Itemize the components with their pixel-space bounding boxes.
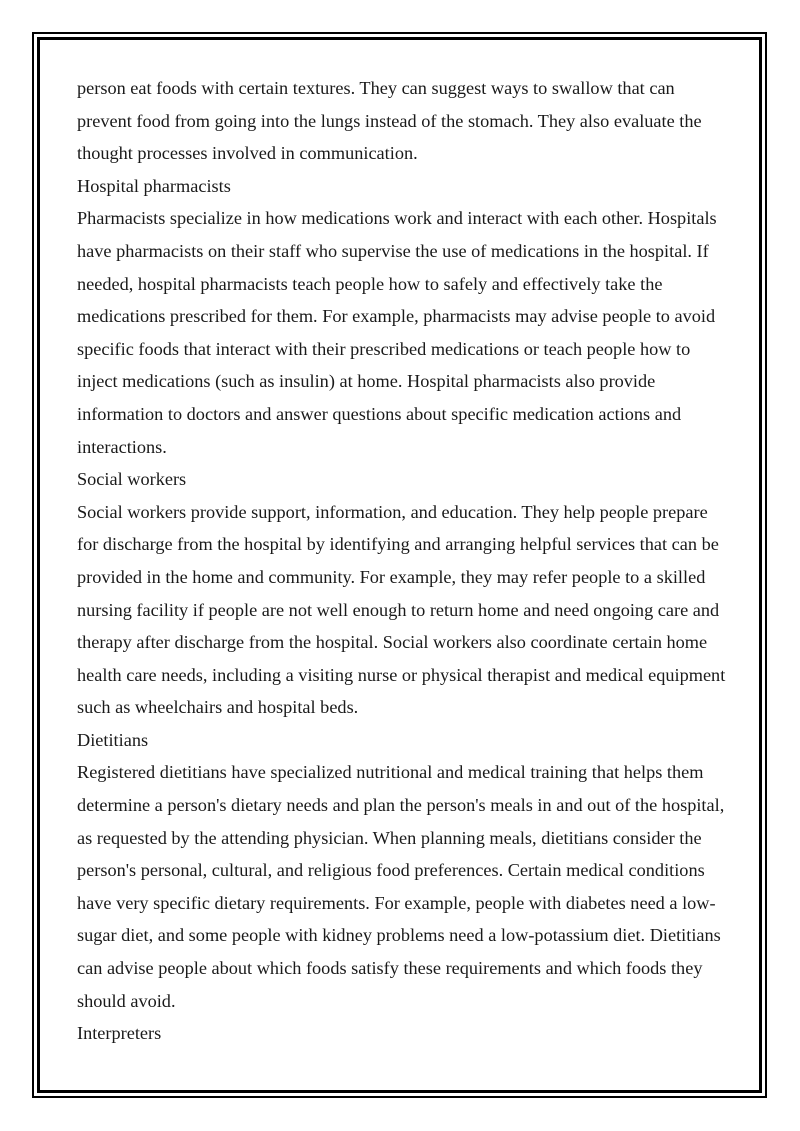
paragraph-hospital-pharmacists: Pharmacists specialize in how medications work and interact with each other. Hospitals have pharmacists on their staff who supervise the use of medications in the hospital. If needed, hospital pharmacists teach people how to safely and effectively take the medications prescribed for them. For example, pharmacists may advise people to avoid specific foods that interact with their prescribed medications or teach people how to inject medications (such as insulin) at home. Hospital pharmacists also provide information to doctors and answer questions about specific medication actions and interactions. (77, 208, 717, 457)
paragraph-continuation: person eat foods with certain textures. They can suggest ways to swallow that can prevent food from going into the lungs instead of the stomach. They also evaluate the thought processes involved in communication. (77, 78, 702, 164)
section-heading-hospital-pharmacists: Hospital pharmacists (77, 175, 231, 196)
document-body (77, 72, 732, 1050)
section-heading-social-workers: Social workers (77, 469, 187, 490)
paragraph-social-workers: Social workers provide support, information, and education. They help people prepare for discharge from the hospital by identifying and arranging helpful services that can be provided in the home and community. For example, they may refer people to a skilled nursing facility if people are not well enough to return home and need ongoing care and therapy after discharge from the hospital. Social workers also coordinate certain home health care needs, including a visiting nurse or physical therapist and medical equipment such as wheelchairs and hospital beds. (77, 501, 726, 718)
paragraph-dietitians: Registered dietitians have specialized nutritional and medical training that helps them determine a person's dietary needs and plan the person's meals in and out of the hospital, as requested by the attending physician. When planning meals, dietitians consider the person's personal, cultural, and religious food preferences. Certain medical conditions have very specific dietary requirements. For example, people with diabetes need a low-sugar diet, and some people with kidney problems need a low-potassium diet. Dietitians can advise people about which foods satisfy these requirements and which foods they should avoid. (77, 762, 725, 1011)
section-heading-interpreters: Interpreters (77, 1023, 162, 1044)
section-heading-dietitians: Dietitians (77, 729, 149, 750)
